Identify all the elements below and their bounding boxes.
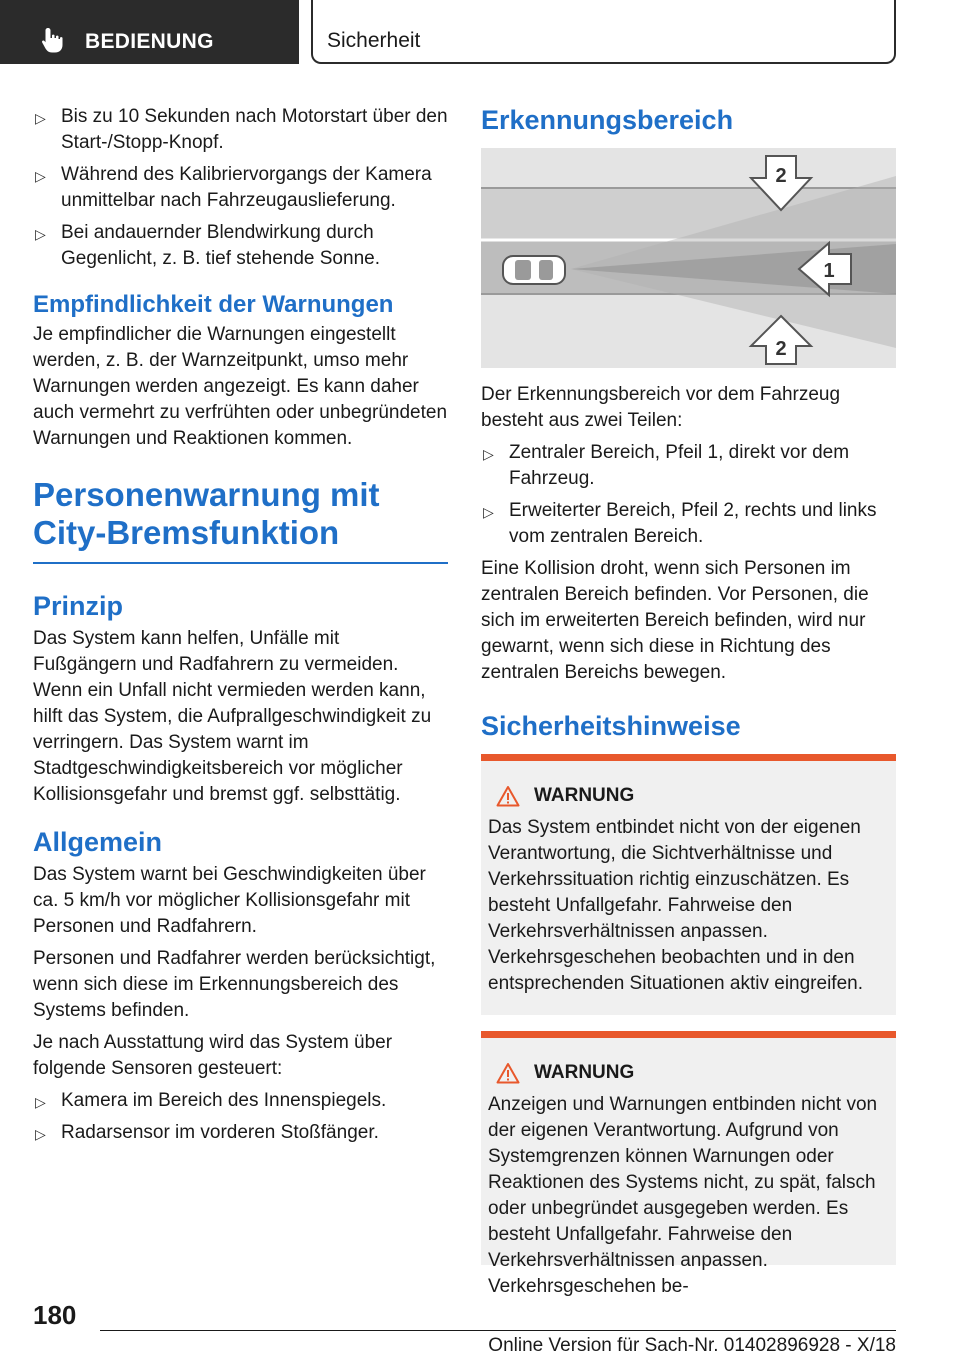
warning-box-1 (481, 754, 896, 1015)
triangle-bullet-icon: ▷ (35, 168, 46, 184)
triangle-bullet-icon: ▷ (35, 110, 46, 126)
header-section-tab (0, 0, 299, 64)
sensitivity-text: Je empfindlicher die Warnungen eingestellt werden, z. B. der Warnzeitpunkt, umso mehr Warnungen werden angezeigt. Es kann daher auch vermehrt zu verfrühten oder unbegründeten Warnungen und Reaktionen kommen. (33, 324, 448, 449)
list-item: ▷ Während des Kalibriervorgangs der Kamera unmittelbar nach Fahrzeugauslieferung. (35, 164, 432, 211)
svg-text:1: 1 (823, 260, 835, 282)
detection-text: Der Erkennungsbereich vor dem Fahrzeug besteht aus zwei Teilen: (481, 384, 841, 431)
warning-box-2 (481, 1031, 896, 1297)
header-chapter-tab (311, 0, 896, 64)
header-chapter-label: Sicherheit (327, 29, 421, 52)
svg-text:2: 2 (775, 165, 787, 187)
general-text-3: Je nach Ausstattung wird das System über folgende Sensoren gesteuert: (33, 1032, 393, 1079)
hand-pointer-icon (40, 26, 66, 54)
general-heading: Allgemein (33, 827, 163, 857)
triangle-bullet-icon: ▷ (35, 1126, 46, 1142)
warning-triangle-icon (496, 1062, 520, 1084)
main-heading: Personenwarnung mit City-Bremsfunktion (33, 476, 448, 564)
triangle-bullet-icon: ▷ (35, 226, 46, 242)
triangle-bullet-icon: ▷ (483, 446, 494, 462)
footer-divider (100, 1330, 896, 1331)
principle-text: Das System kann helfen, Unfälle mit Fußgängern und Radfahrern zu vermeiden. Wenn ein Unfall nicht vermieden werden kann, hilft das System, die Aufprallgeschwindigkeit zu verringern. Das System warnt im Stadtgeschwindigkeitsbereich vor möglicher Kollisionsgefahr und bremst ggf. selbsttätig. (33, 628, 432, 805)
warning-title: WARNUNG (534, 1062, 635, 1083)
detection-range-figure (481, 148, 896, 368)
detection-range-illustration (481, 148, 896, 368)
warning-text: Anzeigen und Warnungen entbinden nicht von der eigenen Verantwortung. Aufgrund von Systemgrenzen können Warnungen oder Reaktionen des Systems nicht, zu spät, falsch oder unbegründet ausgegeben werden. Es besteht Unfallgefahr. Fahrweise den Verkehrsverhältnissen anpassen. Verkehrsgeschehen be- (488, 1094, 878, 1297)
svg-text:2: 2 (775, 338, 787, 360)
warning-triangle-icon (496, 785, 520, 807)
list-item: ▷ Bis zu 10 Sekunden nach Motorstart über den Start-/Stopp-Knopf. (35, 106, 448, 153)
list-item: ▷ Kamera im Bereich des Innenspiegels. (33, 1088, 448, 1114)
list-item: ▷ Bei andauernder Blendwirkung durch Gegenlicht, z. B. tief stehende Sonne. (35, 222, 380, 269)
triangle-bullet-icon: ▷ (483, 504, 494, 520)
principle-heading: Prinzip (33, 591, 124, 621)
left-column (33, 104, 448, 1152)
warning-title: WARNUNG (534, 785, 635, 806)
collision-text: Eine Kollision droht, wenn sich Personen im zentralen Bereich befinden. Vor Personen, die sich im erweiterten Bereich befinden, wird nur gewarnt, wenn sich diese in Richtung des zentralen Bereichs bewegen. (481, 558, 869, 683)
general-text-2: Personen und Radfahrer werden berücksichtigt, wenn sich diese im Erkennungsbereich des Systems befinden. (33, 948, 436, 1021)
sensitivity-heading: Empfindlichkeit der Warnungen (33, 291, 394, 318)
list-item: ▷ Erweiterter Bereich, Pfeil 2, rechts und links vom zentralen Bereich. (483, 500, 877, 547)
page-number: 180 (33, 1300, 77, 1330)
car-icon (503, 256, 565, 284)
safety-heading: Sicherheitshinweise (481, 711, 741, 741)
online-version-text: Online Version für Sach-Nr. 01402896928 - X/18 (488, 1335, 896, 1356)
header-section-label: BEDIENUNG (85, 30, 214, 53)
right-column (481, 104, 896, 1297)
triangle-bullet-icon: ▷ (35, 1094, 46, 1110)
general-text-1: Das System warnt bei Geschwindigkeiten über ca. 5 km/h vor möglicher Kollisionsgefahr mit Personen und Radfahrern. (33, 864, 426, 937)
detection-heading: Erkennungsbereich (481, 105, 734, 135)
list-item: ▷ Zentraler Bereich, Pfeil 1, direkt vor dem Fahrzeug. (483, 442, 850, 489)
list-item: ▷ Radarsensor im vorderen Stoßfänger. (33, 1120, 448, 1146)
warning-text: Das System entbindet nicht von der eigenen Verantwortung, die Sichtverhältnisse und Verkehrssituation richtig einzuschätzen. Es besteht Unfallgefahr. Fahrweise den Verkehrsverhältnissen anpassen. Verkehrsgeschehen beobachten und in den entsprechenden Situationen aktiv eingreifen. (488, 817, 863, 994)
